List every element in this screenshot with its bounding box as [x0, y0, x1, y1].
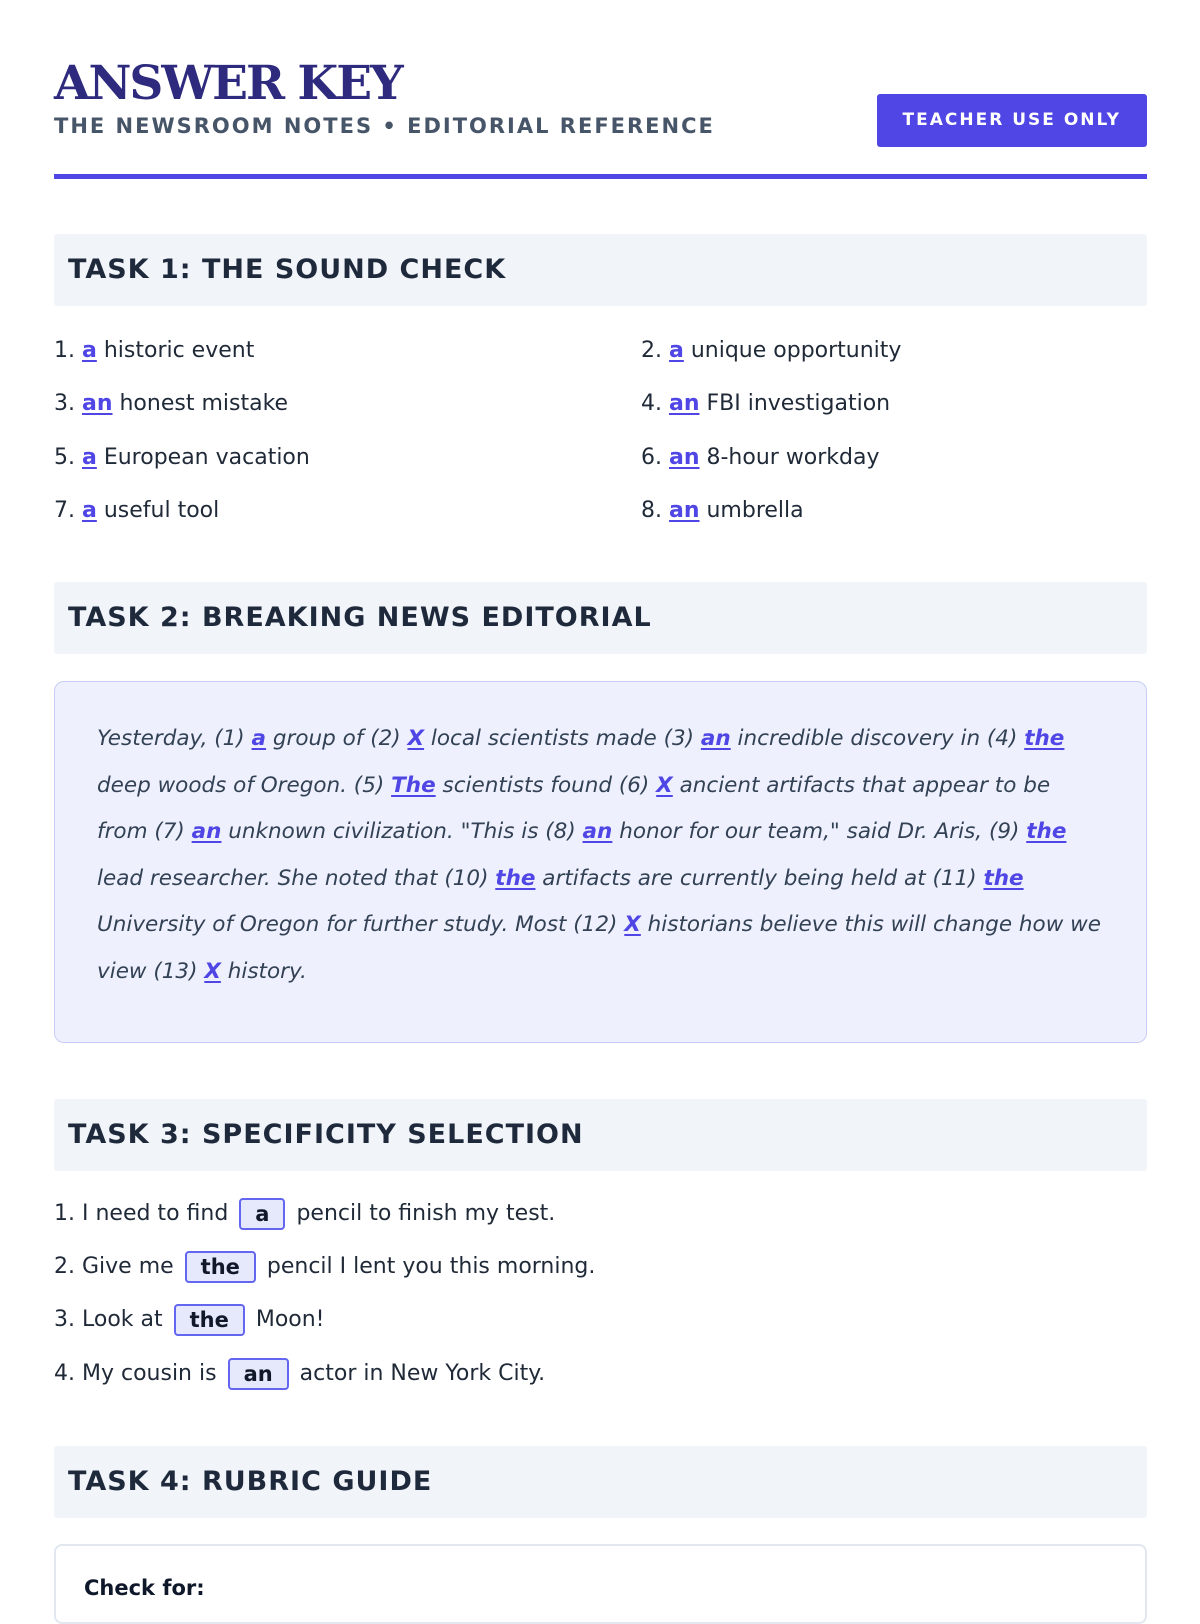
- answer-box: the: [185, 1251, 256, 1283]
- sound-check-item: [641, 389, 890, 419]
- item-number: 2.: [641, 338, 669, 363]
- sound-check-item: [641, 443, 880, 473]
- answer-article: an: [668, 391, 700, 416]
- sound-check-item: [641, 496, 804, 526]
- answer-article: an: [582, 819, 613, 844]
- passage-text: group of (2): [266, 726, 408, 751]
- rubric-box: [54, 1544, 1147, 1624]
- sound-check-item: [54, 336, 254, 366]
- sound-check-item: [54, 389, 288, 419]
- answer-box: the: [174, 1304, 245, 1336]
- answer-box: an: [228, 1358, 289, 1390]
- passage-text: ancient artifacts that appear to be from (7): [97, 772, 1051, 844]
- answer-article: X: [204, 958, 221, 984]
- task3-heading: TASK 3: SPECIFICITY SELECTION: [54, 1099, 1147, 1171]
- specificity-item: [54, 1357, 545, 1391]
- item-number: 4.: [641, 391, 669, 416]
- passage-text: deep woods of Oregon. (5): [97, 772, 392, 798]
- item-number: 7.: [54, 498, 82, 523]
- answer-article: the: [1024, 726, 1065, 751]
- item-phrase: unique opportunity: [683, 338, 902, 363]
- passage-text: incredible discovery in (4): [730, 726, 1025, 751]
- teacher-use-badge: TEACHER USE ONLY: [877, 94, 1147, 147]
- item-number: 3.: [54, 391, 82, 416]
- answer-article: a: [81, 445, 97, 470]
- page-subtitle: THE NEWSROOM NOTES • EDITORIAL REFERENCE: [54, 114, 715, 138]
- answer-article: X: [624, 912, 641, 937]
- passage-text: history.: [220, 958, 307, 984]
- passage-text: artifacts are currently being held at (11): [535, 865, 984, 891]
- item-number: 8.: [641, 498, 669, 523]
- passage-text: scientists found (6): [435, 772, 657, 798]
- header-divider: [54, 174, 1147, 179]
- sentence-end: pencil I lent you this morning.: [259, 1254, 596, 1279]
- sentence-end: pencil to finish my test.: [289, 1201, 556, 1226]
- sentence-end: Moon!: [248, 1307, 325, 1332]
- answer-article: a: [251, 726, 267, 751]
- answer-article: an: [191, 819, 222, 844]
- sound-check-item: [54, 496, 219, 526]
- answer-article: an: [81, 391, 113, 416]
- answer-article: an: [700, 726, 731, 751]
- sentence-end: actor in New York City.: [292, 1361, 546, 1386]
- rubric-check-label: Check for:: [84, 1576, 205, 1600]
- item-phrase: European vacation: [96, 445, 310, 470]
- specificity-item: [54, 1197, 555, 1231]
- item-phrase: umbrella: [699, 498, 804, 523]
- answer-box: a: [239, 1198, 285, 1230]
- item-phrase: 8-hour workday: [699, 445, 880, 470]
- sound-check-item: [54, 443, 310, 473]
- answer-article: a: [81, 338, 97, 363]
- answer-article: an: [668, 445, 700, 470]
- passage-text: local scientists made (3): [424, 726, 701, 751]
- editorial-text: [97, 716, 1106, 995]
- answer-article: a: [81, 498, 97, 523]
- task4-heading: TASK 4: RUBRIC GUIDE: [54, 1446, 1147, 1518]
- task2-heading: TASK 2: BREAKING NEWS EDITORIAL: [54, 582, 1147, 654]
- task1-heading: TASK 1: THE SOUND CHECK: [54, 234, 1147, 306]
- sound-check-item: [641, 336, 901, 366]
- answer-article: the: [495, 865, 536, 891]
- passage-text: University of Oregon for further study. Most (12): [97, 912, 625, 937]
- passage-text: lead researcher. She noted that (10): [97, 865, 496, 891]
- sentence-start: 1. I need to find: [54, 1201, 236, 1226]
- item-phrase: FBI investigation: [699, 391, 891, 416]
- answer-article: an: [668, 498, 700, 523]
- item-number: 5.: [54, 445, 82, 470]
- answer-article: the: [1026, 819, 1067, 844]
- answer-article: a: [668, 338, 684, 363]
- passage-text: unknown civilization. "This is (8): [221, 819, 583, 844]
- specificity-item: [54, 1250, 595, 1284]
- passage-text: historians believe this will change how we view (13): [97, 912, 1101, 984]
- item-number: 1.: [54, 338, 82, 363]
- item-number: 6.: [641, 445, 669, 470]
- sentence-start: 2. Give me: [54, 1254, 181, 1279]
- answer-article: The: [391, 772, 436, 798]
- editorial-passage: [54, 681, 1147, 1043]
- specificity-item: [54, 1303, 325, 1337]
- item-phrase: useful tool: [96, 498, 220, 523]
- passage-text: Yesterday, (1): [97, 726, 252, 751]
- page-title: ANSWER KEY: [54, 56, 402, 111]
- answer-article: the: [983, 865, 1024, 891]
- item-phrase: honest mistake: [112, 391, 289, 416]
- sentence-start: 3. Look at: [54, 1307, 170, 1332]
- passage-text: honor for our team," said Dr. Aris, (9): [612, 819, 1027, 844]
- sentence-start: 4. My cousin is: [54, 1361, 224, 1386]
- answer-article: X: [656, 772, 673, 798]
- header: [54, 56, 1147, 140]
- answer-article: X: [407, 726, 425, 751]
- item-phrase: historic event: [96, 338, 255, 363]
